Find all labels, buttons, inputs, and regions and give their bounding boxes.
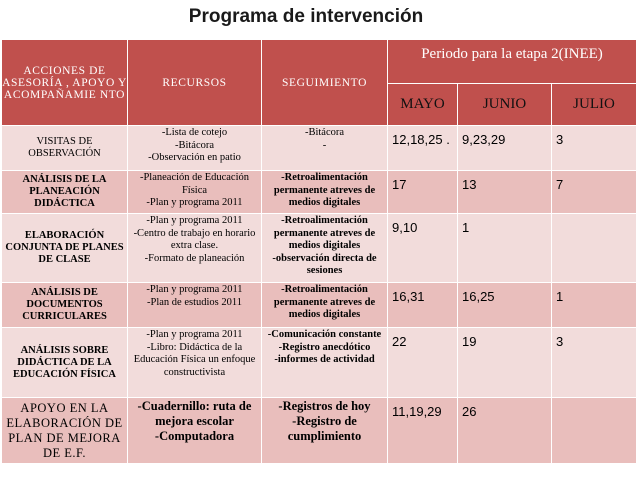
julio-cell: [552, 214, 637, 283]
table-row: [2, 328, 637, 398]
julio-cell: 3: [552, 126, 637, 171]
header-recursos: RECURSOS: [128, 40, 262, 126]
seguimiento-cell: -Retroalimentación permanente atreves de medios digitales: [262, 283, 388, 328]
julio-cell: 3: [552, 328, 637, 398]
accion-cell: VISITAS DE OBSERVACIÓN: [2, 126, 128, 171]
seguimiento-cell: -Registros de hoy -Registro de cumplimiento: [262, 398, 388, 464]
table-row: [2, 171, 637, 214]
seguimiento-cell: -Bitácora -: [262, 126, 388, 171]
intervention-table: [1, 39, 637, 464]
recursos-cell: -Plan y programa 2011 -Libro: Didáctica de la Educación Física un enfoque constructivista: [128, 328, 262, 398]
header-acciones: ACCIONES DE ASESORÍA , APOYO Y ACOMPAÑAMIE NTO: [2, 40, 128, 126]
junio-cell: 9,23,29: [458, 126, 552, 171]
page-title: Programa de intervención: [188, 6, 424, 27]
julio-cell: 1: [552, 283, 637, 328]
recursos-cell: -Planeación de Educación Física -Plan y programa 2011: [128, 171, 262, 214]
accion-cell: ANÁLISIS SOBRE DIDÁCTICA DE LA EDUCACIÓN FÍSICA: [2, 328, 128, 398]
header-month-mayo: MAYO: [388, 84, 458, 126]
julio-cell: 7: [552, 171, 637, 214]
header-seguimiento: SEGUIMIENTO: [262, 40, 388, 126]
seguimiento-cell: -Comunicación constante -Registro anecdótico -informes de actividad: [262, 328, 388, 398]
junio-cell: 26: [458, 398, 552, 464]
junio-cell: 1: [458, 214, 552, 283]
mayo-cell: 9,10: [388, 214, 458, 283]
header-periodo: Periodo para la etapa 2(INEE): [388, 40, 637, 84]
junio-cell: 13: [458, 171, 552, 214]
accion-cell: ANÁLISIS DE DOCUMENTOS CURRICULARES: [2, 283, 128, 328]
header-month-julio: JULIO: [552, 84, 637, 126]
seguimiento-cell: -Retroalimentación permanente atreves de medios digitales -observación directa de sesiones: [262, 214, 388, 283]
accion-cell: ANÁLISIS DE LA PLANEACIÓN DIDÁCTICA: [2, 171, 128, 214]
table-row: [2, 283, 637, 328]
mayo-cell: 17: [388, 171, 458, 214]
mayo-cell: 11,19,29: [388, 398, 458, 464]
julio-cell: [552, 398, 637, 464]
table-row: [2, 398, 637, 464]
table-row: [2, 214, 637, 283]
junio-cell: 16,25: [458, 283, 552, 328]
recursos-cell: -Cuadernillo: ruta de mejora escolar -Computadora: [128, 398, 262, 464]
mayo-cell: 16,31: [388, 283, 458, 328]
accion-cell: ELABORACIÓN CONJUNTA DE PLANES DE CLASE: [2, 214, 128, 283]
recursos-cell: -Plan y programa 2011 -Plan de estudios 2011: [128, 283, 262, 328]
recursos-cell: -Lista de cotejo -Bitácora -Observación en patio: [128, 126, 262, 171]
mayo-cell: 12,18,25 .: [388, 126, 458, 171]
recursos-cell: -Plan y programa 2011 -Centro de trabajo en horario extra clase. -Formato de planeación: [128, 214, 262, 283]
mayo-cell: 22: [388, 328, 458, 398]
seguimiento-cell: -Retroalimentación permanente atreves de medios digitales: [262, 171, 388, 214]
header-month-junio: JUNIO: [458, 84, 552, 126]
accion-cell: APOYO EN LA ELABORACIÓN DE PLAN DE MEJORA DE E.F.: [2, 398, 128, 464]
table-row: [2, 126, 637, 171]
junio-cell: 19: [458, 328, 552, 398]
